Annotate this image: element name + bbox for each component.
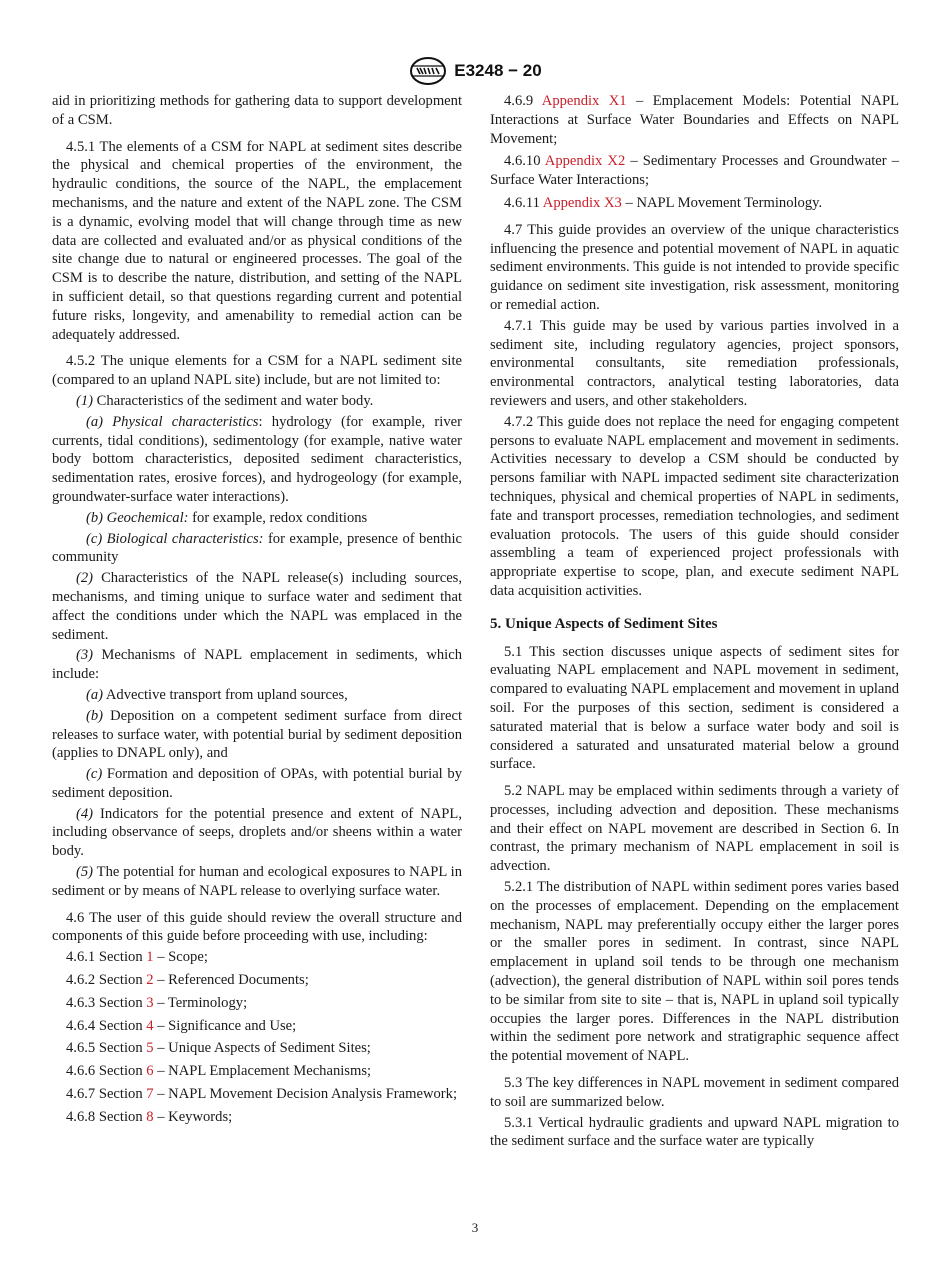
list-item-1b: (b) Geochemical: for example, redox conditions xyxy=(86,509,368,526)
appendix-link-x3[interactable]: Appendix X3 xyxy=(542,194,622,211)
paragraph-4-7-2: 4.7.2 This guide does not replace the need for engaging competent persons to evaluate NAPL emplacement and movement in sediments. Activities necessary to develop a CSM should be conducted by persons familiar with NAPL impacted sediment site characterization techniques, physical and chemical properties of NAPL in sediments, fate and transport processes, remediation technologies, and sediment evaluation protocols. The users of this guide should consider assembling a team of experienced project professionals with appropriate expertise to scope, plan, and execute sediment NAPL data acquisition activities. xyxy=(490,413,899,599)
section-link-1[interactable]: 1 xyxy=(146,949,154,966)
toc-item-4-6-4: 4.6.4 Section 4 – Significance and Use; xyxy=(66,1017,297,1034)
paragraph-5-1: 5.1 This section discusses unique aspects of sediment sites for evaluating NAPL emplacement and NAPL movement in sediment, compared to evaluating NAPL emplacement and movement in upland soil. For the purposes of this section, sediment is considered a saturated material that is below a surface water body and soil is considered a saturated and unsaturated material below a ground surface. xyxy=(490,643,899,773)
list-item-3: (3) Mechanisms of NAPL emplacement in sediments, which include: xyxy=(52,647,462,683)
toc-item-4-6-7: 4.6.7 Section 7 – NAPL Movement Decision Analysis Framework; xyxy=(66,1086,458,1103)
list-item-2: (2) Characteristics of the NAPL release(s) including sources, mechanisms, and timing unique to surface water and sediment that affect the conditions under which the NAPL was emplaced in the sediment. xyxy=(52,570,462,643)
toc-item-4-6-11: 4.6.11 Appendix X3 – NAPL Movement Terminology. xyxy=(504,194,823,211)
section-link-8[interactable]: 8 xyxy=(146,1108,154,1125)
paragraph-4-5-2: 4.5.2 The unique elements for a CSM for a NAPL sediment site (compared to an upland NAPL site) include, but are not limited to: xyxy=(52,353,462,389)
appendix-link-x2[interactable]: Appendix X2 xyxy=(544,153,626,170)
paragraph-4-6: 4.6 The user of this guide should review the overall structure and components of this guide before proceeding with use, including: xyxy=(52,909,462,945)
toc-item-4-6-6: 4.6.6 Section 6 – NAPL Emplacement Mechanisms; xyxy=(66,1063,372,1080)
list-item-4: (4) Indicators for the potential presence and extent of NAPL, including observance of seeps, droplets and/or sheens within a water body. xyxy=(52,805,462,860)
toc-item-4-6-8: 4.6.8 Section 8 – Keywords; xyxy=(66,1108,233,1125)
list-item-1c: (c) Biological characteristics: for example, presence of benthic community xyxy=(52,530,462,566)
toc-item-4-6-9: 4.6.9 Appendix X1 – Emplacement Models: Potential NAPL Interactions at Surface Water Boundaries and Effects on NAPL Movement; xyxy=(490,93,900,147)
section-link-2[interactable]: 2 xyxy=(146,972,154,989)
toc-item-4-6-1: 4.6.1 Section 1 – Scope; xyxy=(66,949,208,966)
list-item-1a: (a) Physical characteristics: hydrology (for example, river currents, tidal conditions), sedimentology (for example, native water body bottom characteristics, deposited sediment characteristics, sedimentation rates, erosive forces), and hydrogeology (for example, groundwater-surface water interactions). xyxy=(52,413,462,505)
paragraph-5-3: 5.3 The key differences in NAPL movement in sediment compared to soil are summarized below. xyxy=(490,1075,899,1110)
astm-logo-icon xyxy=(408,56,448,86)
paragraph-4-7: 4.7 This guide provides an overview of the unique characteristics influencing the presence and potential movement of NAPL in aquatic sediment environments. This guide is not intended to provide specific guidance on sediment site investigation, risk assessment, monitoring or remedial action. xyxy=(490,221,899,313)
list-item-5: (5) The potential for human and ecological exposures to NAPL in sediment or by means of NAPL release to overlying surface water. xyxy=(52,864,462,899)
paragraph-5-3-1: 5.3.1 Vertical hydraulic gradients and upward NAPL migration to the sediment surface and the surface water are typically xyxy=(490,1114,899,1150)
list-item-3a: (a) Advective transport from upland sources, xyxy=(86,686,348,703)
toc-item-4-6-10: 4.6.10 Appendix X2 – Sedimentary Processes and Groundwater – Surface Water Interactions; xyxy=(490,153,900,189)
left-column xyxy=(52,92,462,1131)
section-heading-5: 5. Unique Aspects of Sediment Sites xyxy=(490,615,718,632)
toc-item-4-6-3: 4.6.3 Section 3 – Terminology; xyxy=(66,994,248,1011)
right-column xyxy=(490,92,899,1153)
toc-item-4-6-2: 4.6.2 Section 2 – Referenced Documents; xyxy=(66,972,309,989)
paragraph-5-2: 5.2 NAPL may be emplaced within sediments through a variety of processes, including advection and deposition. These mechanisms and their effect on NAPL movement are described in Section 6. In contrast, the primary mechanism of NAPL emplacement in soil is advection. xyxy=(490,783,899,875)
standard-designation: E3248 − 20 xyxy=(454,61,542,80)
list-item-3c: (c) Formation and deposition of OPAs, with potential burial by sediment deposition. xyxy=(52,766,462,801)
section-link-6[interactable]: 6 xyxy=(146,1063,154,1080)
paragraph-4-7-1: 4.7.1 This guide may be used by various parties involved in a sediment site, including regulatory agencies, project sponsors, environmental consultants, site remediation professionals, environmental contractors, analytical testing laboratories, data reviewers and users, and other stakeholders. xyxy=(490,317,899,409)
toc-item-4-6-5: 4.6.5 Section 5 – Unique Aspects of Sediment Sites; xyxy=(66,1040,371,1057)
paragraph-continuation: aid in prioritizing methods for gathering data to support development of a CSM. xyxy=(52,93,462,128)
appendix-link-x1[interactable]: Appendix X1 xyxy=(541,93,627,109)
list-item-3b: (b) Deposition on a competent sediment surface from direct releases to surface water, with potential burial by sediment deposition (applies to DNAPL only), and xyxy=(52,707,462,762)
paragraph-4-5-1: 4.5.1 The elements of a CSM for NAPL at sediment sites describe the physical and chemical properties of the environment, the hydraulic conditions, the source of the NAPL, the emplacement mechanisms, and the nature and extent of the NAPL zone. The CSM is a dynamic, evolving model that will change through time as new data are collected and evaluated and/or as physical conditions of the site change due to natural or engineered processes. The goal of the CSM is to describe the nature, distribution, and setting of the NAPL in sufficient detail, so that questions regarding current and potential future risks, longevity, and amenability to remedial action can be adequately addressed. xyxy=(52,138,462,343)
page-number: 3 xyxy=(471,1220,479,1235)
list-item-1: (1) Characteristics of the sediment and water body. xyxy=(76,392,374,409)
section-link-7[interactable]: 7 xyxy=(146,1086,154,1103)
section-link-5[interactable]: 5 xyxy=(146,1040,154,1057)
section-link-3[interactable]: 3 xyxy=(146,994,154,1011)
section-link-4[interactable]: 4 xyxy=(146,1017,154,1034)
page-header xyxy=(0,56,950,86)
paragraph-5-2-1: 5.2.1 The distribution of NAPL within sediment pores varies based on the processes of emplacement. Depending on the emplacement mechanism, NAPL may preferentially occupy either the larger pores or the smaller pores in sediment. In contrast, since NAPL emplacement in upland soil tends to be through one mechanism (advection), the general distribution of NAPL within soil pores tends to be similar from site to site – that is, NAPL in upland soil typically occupies the larger pores. Differences in the NAPL distribution within the sediment pore network and stratigraphic sequence affect the potential movement of NAPL. xyxy=(490,879,899,1065)
